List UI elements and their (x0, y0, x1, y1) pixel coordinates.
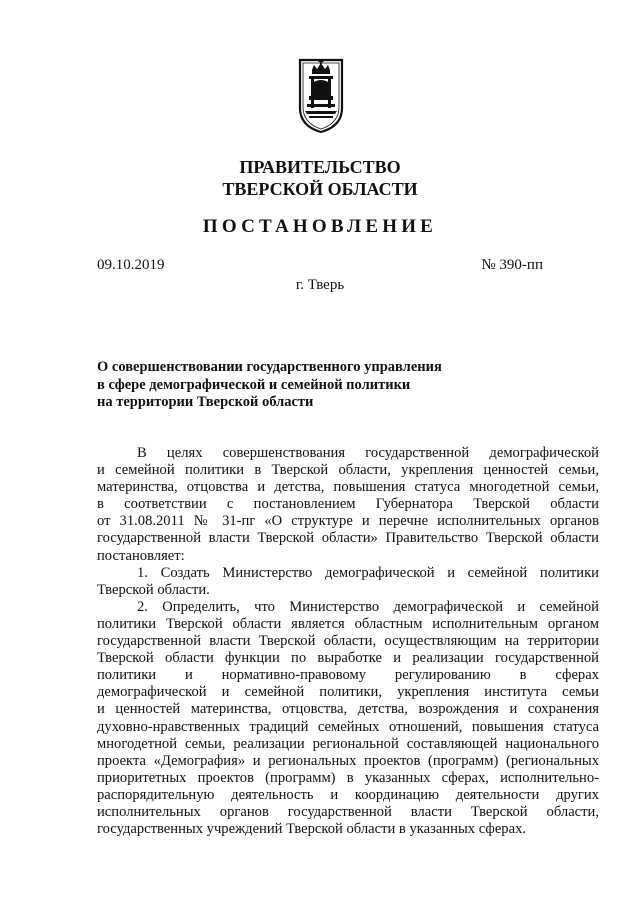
body-line: и семейной политики в Тверской области, укрепления ценностей семьи, (97, 462, 599, 479)
body-line: государственной власти Тверской области, осуществляющим на территории (97, 633, 599, 650)
body-line: политики Тверской области является областным исполнительным органом (97, 615, 599, 632)
body-line: постановляет: (97, 547, 185, 564)
body-line: исполнительных органов государственной власти Тверской области, (97, 803, 599, 820)
body-line: демографической и семейной политики, укрепления института семьи (97, 684, 599, 701)
document-subject (97, 359, 517, 412)
government-name-line2: ТВЕРСКОЙ ОБЛАСТИ (222, 179, 418, 199)
body-line: приоритетных проектов (программ) в указанных сферах, исполнительно- (97, 769, 599, 786)
body-line: распорядительную деятельность и координацию деятельности других (97, 786, 599, 803)
body-line: 2. Определить, что Министерство демографической и семейной (137, 598, 599, 615)
body-line: от 31.08.2011 № 31-пг «О структуре и перечне исполнительных органов (97, 513, 599, 530)
document-date: 09.10.2019 (97, 257, 165, 273)
body-line: государственной власти Тверской области» Правительство Тверской области (97, 530, 599, 547)
body-line: государственных учреждений Тверской области в указанных сферах. (97, 821, 527, 838)
body-line: политики и нормативно-правовому регулированию в сферах (97, 667, 599, 684)
document-number: № 390-пп (481, 257, 543, 273)
body-line: в соответствии с постановлением Губернатора Тверской области (97, 496, 599, 513)
body-line: и ценностей материнства, отцовства, детства, возрождения и сохранения (97, 701, 599, 718)
body-line: В целях совершенствования государственной демографической (137, 445, 599, 461)
body-line: Тверской области. (97, 581, 210, 598)
subject-line: на территории Тверской области (97, 394, 314, 410)
body-line: материнства, отцовства и детства, повышения статуса многодетной семьи, (97, 479, 599, 496)
tver-coat-of-arms-icon (297, 56, 345, 134)
document-city: г. Тверь (295, 277, 345, 293)
body-line: духовно-нравственных традиций семейных отношений, повышения статуса (97, 718, 599, 735)
body-line: Тверской области функции по выработке и реализации государственной (97, 650, 599, 667)
government-name-line1: ПРАВИТЕЛЬСТВО (239, 157, 401, 177)
body-line: проекта «Демография» и региональных проектов (программ) (региональных (97, 752, 599, 769)
body-line: многодетной семьи, реализации региональной составляющей национального (97, 735, 599, 752)
subject-line: в сфере демографической и семейной политики (97, 376, 411, 393)
document-body (97, 445, 599, 838)
subject-line: О совершенствовании государственного управления (97, 359, 442, 375)
body-line: 1. Создать Министерство демографической и семейной политики (137, 564, 599, 581)
document-type-title: ПОСТАНОВЛЕНИЕ (202, 216, 438, 237)
